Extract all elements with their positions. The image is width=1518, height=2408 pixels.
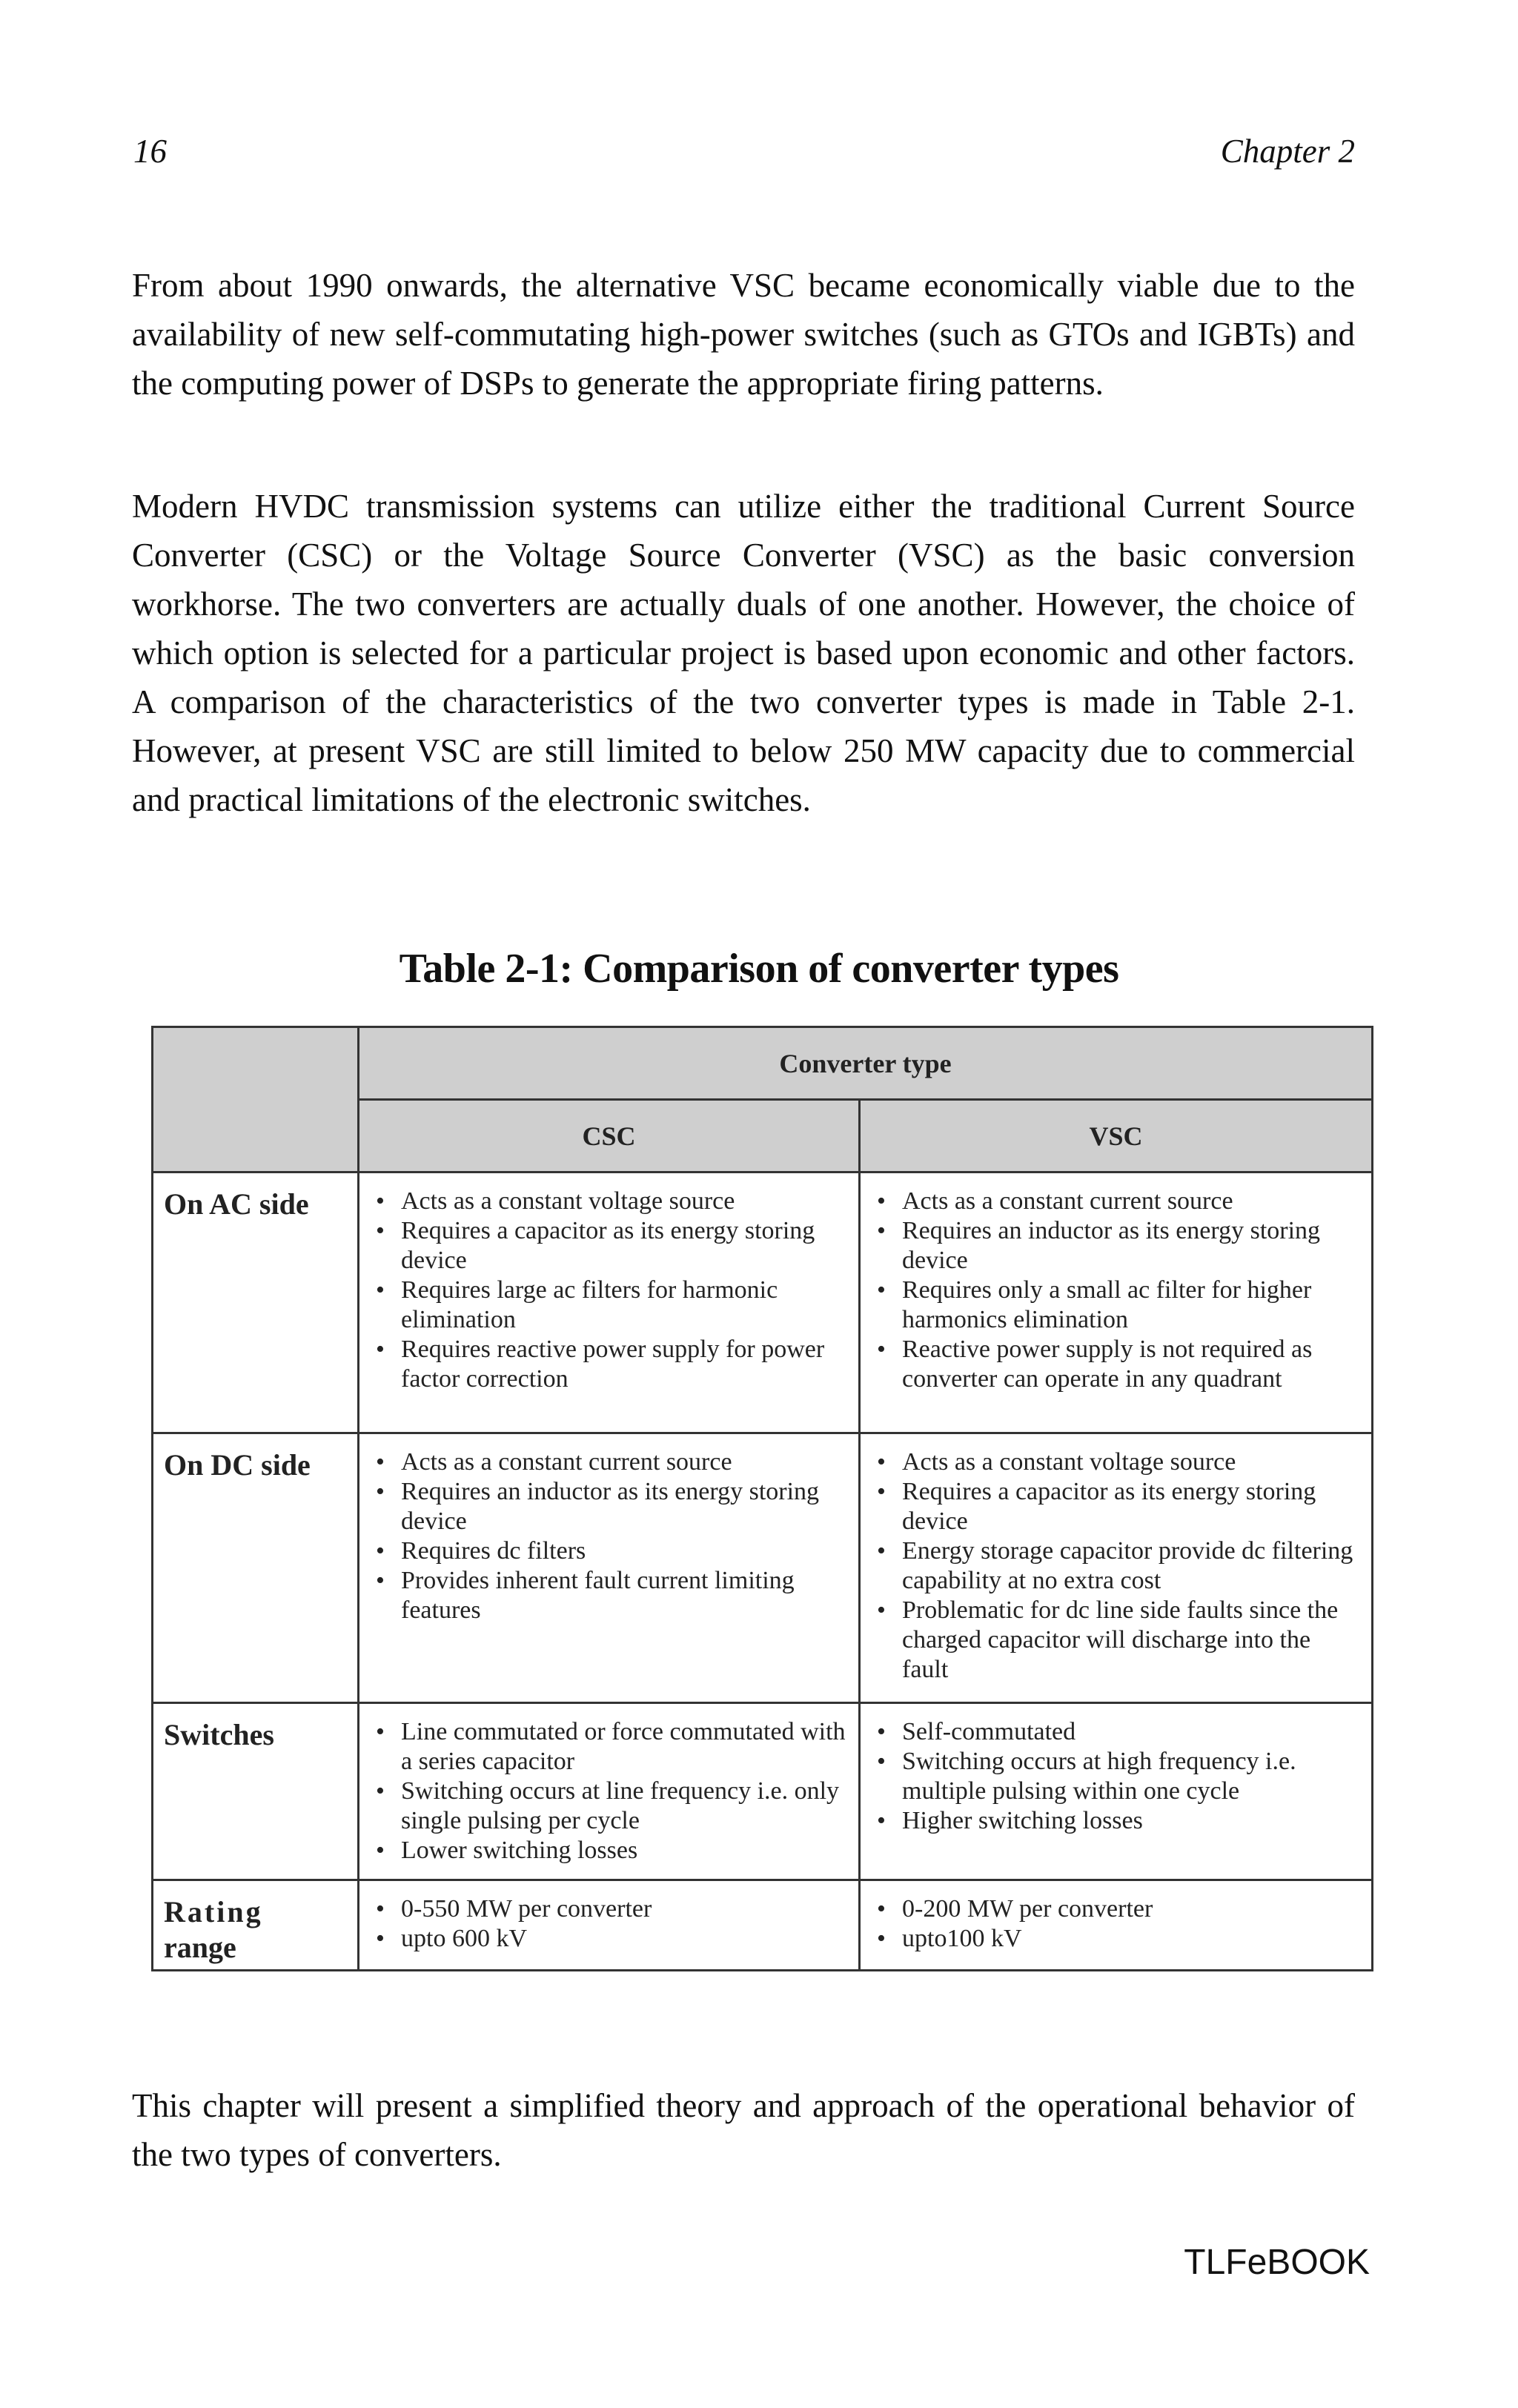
list-item: • upto 600 kV — [401, 1924, 848, 1954]
list-item: • Lower switching losses — [401, 1836, 848, 1865]
list-item: • Acts as a constant voltage source — [902, 1447, 1361, 1477]
list-item: • Line commutated or force commutated with a series capacitor — [401, 1717, 848, 1777]
table-row — [153, 1880, 1373, 1971]
body-paragraph-2: Modern HVDC transmission systems can utilize either the traditional Current Source Converter (CSC) or the Voltage Source Converter (VSC) as the basic conversion workhorse. The two converters are actually duals of one another. However, the choice of which option is selected for a particular project is based upon economic and other factors. A comparison of the characteristics of the two converter types is made in Table 2-1. However, at present VSC are still limited to below 250 MW capacity due to commercial and practical limitations of the electronic switches. — [132, 488, 1355, 818]
csc-cell — [359, 1433, 860, 1703]
page-number: 16 — [133, 133, 167, 170]
list-item: • Reactive power supply is not required as converter can operate in any quadrant — [902, 1335, 1361, 1394]
table-row — [153, 1703, 1373, 1880]
column-header-vsc: VSC — [860, 1100, 1373, 1173]
list-item: • Requires large ac filters for harmonic elimination — [401, 1276, 848, 1335]
list-item: • Requires reactive power supply for power factor correction — [401, 1335, 848, 1394]
list-item: • Higher switching losses — [902, 1806, 1361, 1836]
list-item: • Switching occurs at high frequency i.e. multiple pulsing within one cycle — [902, 1747, 1361, 1806]
vsc-cell — [860, 1173, 1373, 1433]
list-item: • 0-550 MW per converter — [401, 1894, 848, 1924]
vsc-cell — [860, 1703, 1373, 1880]
list-item: • 0-200 MW per converter — [902, 1894, 1361, 1924]
list-item: • Problematic for dc line side faults since the charged capacitor will discharge into the fault — [902, 1596, 1361, 1685]
list-item: • Requires a capacitor as its energy storing device — [401, 1216, 848, 1276]
table-row — [153, 1433, 1373, 1703]
list-item: • upto100 kV — [902, 1924, 1361, 1954]
table-row — [153, 1173, 1373, 1433]
table-corner-cell — [153, 1027, 359, 1173]
row-label — [153, 1880, 359, 1971]
vsc-cell — [860, 1433, 1373, 1703]
running-head: Chapter 2 — [1220, 133, 1355, 170]
column-header-csc: CSC — [359, 1100, 860, 1173]
body-paragraph-3: This chapter will present a simplified theory and approach of the operational behavior of the two types of converters. — [132, 2087, 1355, 2173]
row-label-line: Rating — [164, 1895, 263, 1928]
row-label: On DC side — [153, 1433, 359, 1703]
list-item: • Requires dc filters — [401, 1536, 848, 1566]
list-item: • Acts as a constant current source — [902, 1187, 1361, 1216]
list-item: • Acts as a constant voltage source — [401, 1187, 848, 1216]
row-label: Switches — [153, 1703, 359, 1880]
list-item: • Requires an inductor as its energy storing device — [401, 1477, 848, 1536]
list-item: • Requires a capacitor as its energy storing device — [902, 1477, 1361, 1536]
list-item: • Requires an inductor as its energy storing device — [902, 1216, 1361, 1276]
comparison-table — [151, 1026, 1373, 1971]
table-title: Table 2-1: Comparison of converter types — [399, 946, 1119, 992]
list-item: • Acts as a constant current source — [401, 1447, 848, 1477]
csc-cell — [359, 1173, 860, 1433]
list-item: • Provides inherent fault current limiting features — [401, 1566, 848, 1625]
csc-cell — [359, 1703, 860, 1880]
row-label-line: range — [164, 1931, 236, 1964]
list-item: • Switching occurs at line frequency i.e. only single pulsing per cycle — [401, 1777, 848, 1836]
list-item: • Self-commutated — [902, 1717, 1361, 1747]
list-item: • Energy storage capacitor provide dc filtering capability at no extra cost — [902, 1536, 1361, 1596]
row-label: On AC side — [153, 1173, 359, 1433]
footer-watermark: TLFeBOOK — [1184, 2243, 1370, 2282]
body-paragraph-1: From about 1990 onwards, the alternative VSC became economically viable due to the availability of new self-commutating high-power switches (such as GTOs and IGBTs) and the computing power of DSPs to generate the appropriate firing patterns. — [132, 267, 1355, 402]
csc-cell — [359, 1880, 860, 1971]
list-item: • Requires only a small ac filter for higher harmonics elimination — [902, 1276, 1361, 1335]
vsc-cell — [860, 1880, 1373, 1971]
table-group-header: Converter type — [359, 1027, 1373, 1100]
